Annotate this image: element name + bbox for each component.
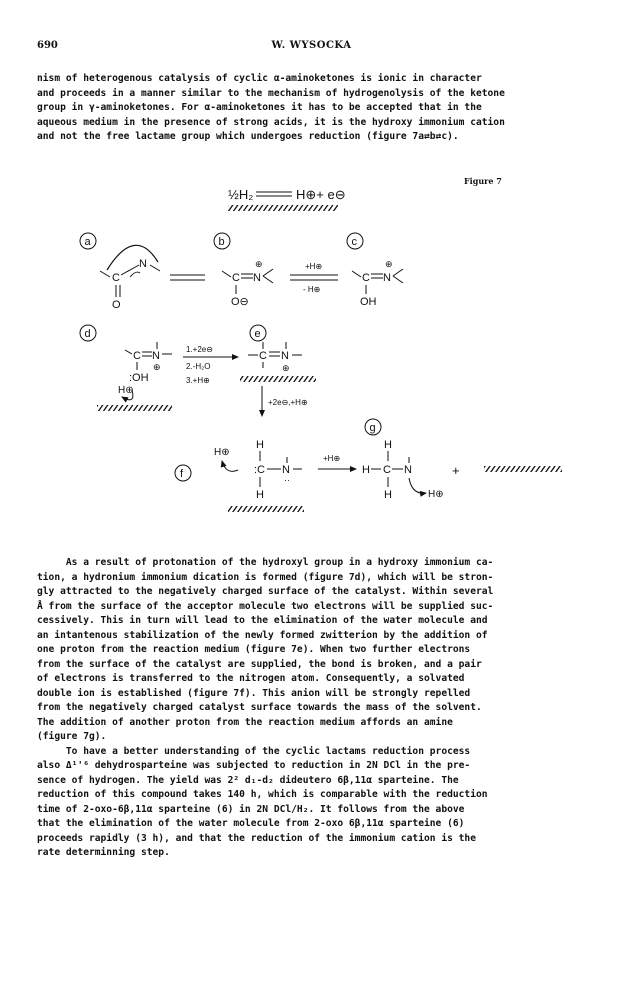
text-line: one proton from the reaction medium (figure 7e). When two further electrons xyxy=(37,644,471,655)
equation-proton-electron: H⊕+ e⊖ xyxy=(296,187,346,202)
running-header-author: W. WYSOCKA xyxy=(271,40,352,51)
text-line: As a result of protonation of the hydroxyl group in a hydroxy immonium ca- xyxy=(37,557,494,568)
text-line: nism of heterogenous catalysis of cyclic α-aminoketones is ionic in character xyxy=(37,73,482,84)
svg-text::OH: :OH xyxy=(129,372,149,384)
text-line: reduction of this compound takes 140 h, which is comparable with the reduction xyxy=(37,789,488,800)
svg-text:N: N xyxy=(253,272,261,284)
equation-half-h2: ½H₂ xyxy=(228,187,254,202)
svg-text:H: H xyxy=(384,439,392,451)
text-line: rate determinning step. xyxy=(37,847,170,858)
text-line: The addition of another proton from the reaction medium affords an amine xyxy=(37,716,453,728)
svg-text:N: N xyxy=(281,350,289,362)
text-line: from the negatively charged catalyst surface towards the mass of the solvent. xyxy=(37,702,482,713)
equilibrium-a-b xyxy=(170,275,205,280)
svg-text:⊕: ⊕ xyxy=(255,259,263,269)
text-line: and proceeds in a manner similar to the mechanism of hydrogenolysis of the ketone xyxy=(37,87,505,99)
arrow-d-to-e xyxy=(183,345,238,385)
svg-text:N: N xyxy=(139,258,147,270)
paragraph-1 xyxy=(37,72,590,145)
svg-text:1.+2e⊖: 1.+2e⊖ xyxy=(186,345,213,354)
panel-label-b: b xyxy=(218,236,225,248)
svg-text:N: N xyxy=(282,464,290,476)
text-line: Å from the surface of the acceptor molecule two electrons will be supplied suc- xyxy=(37,600,494,612)
figure-7-scheme xyxy=(0,165,623,535)
page-number: 690 xyxy=(37,40,58,51)
svg-text:+H⊕: +H⊕ xyxy=(323,454,341,463)
arrow-f-to-g xyxy=(318,454,356,469)
text-line: time of 2-oxo-6β,11α sparteine (6) in 2N DCl/H₂. It follows from the above xyxy=(37,803,465,815)
svg-text:C: C xyxy=(259,350,267,362)
structure-g-amine xyxy=(362,439,562,501)
svg-text:+2e⊖,+H⊕: +2e⊖,+H⊕ xyxy=(268,398,308,407)
svg-text:OH: OH xyxy=(360,296,377,308)
panel-label-g: g xyxy=(369,422,376,434)
text-line: that the elimination of the water molecule from 2-oxo 6β,11α sparteine (6) xyxy=(37,818,465,829)
text-line: and not the free lactame group which undergoes reduction (figure 7a⇄b⇄c). xyxy=(37,131,459,142)
svg-text:C: C xyxy=(362,272,370,284)
text-line: gly attracted to the negatively charged surface of the catalyst. Within several xyxy=(37,586,494,597)
structure-a-lactam xyxy=(100,245,160,311)
text-line: group in γ-aminoketones. For α-aminoketones it has to be accepted that in the xyxy=(37,102,482,113)
paragraph-2 xyxy=(37,556,590,861)
equilibrium-b-c xyxy=(290,262,338,294)
text-line: double ion is established (figure 7f). This anion will be strongly repelled xyxy=(37,687,471,699)
text-line: aqueous medium in the presence of strong acids, it is the hydroxy immonium cation xyxy=(37,116,505,128)
svg-text:N: N xyxy=(152,350,160,362)
svg-text:H: H xyxy=(384,489,392,501)
svg-text:⊕: ⊕ xyxy=(385,259,393,269)
svg-text:N: N xyxy=(404,464,412,476)
structure-b-zwitterion xyxy=(222,259,273,308)
svg-text:H⊕: H⊕ xyxy=(428,489,444,500)
svg-text:H: H xyxy=(256,489,264,501)
svg-text:H⊕: H⊕ xyxy=(118,385,134,396)
svg-text:+: + xyxy=(452,463,460,478)
text-line: tion, a hydronium immonium dication is formed (figure 7d), which will be stron- xyxy=(37,571,494,583)
text-line: from the surface of the catalyst are supplied, the bond is broken, and a pair xyxy=(37,658,482,670)
text-line: cessively. This in turn will lead to the elimination of the water molecule and xyxy=(37,615,488,626)
text-line: also Δ¹'⁶ dehydrosparteine was subjected to reduction in 2N DCl in the pre- xyxy=(37,760,471,771)
svg-text:N: N xyxy=(383,272,391,284)
svg-text:3.+H⊕: 3.+H⊕ xyxy=(186,376,210,385)
text-line: To have a better understanding of the cyclic lactams reduction process xyxy=(37,745,471,757)
svg-text:⊕: ⊕ xyxy=(153,362,161,372)
text-line: sence of hydrogen. The yield was 2² d₁-d₂ dideutero 6β,11α sparteine. The xyxy=(37,774,459,786)
svg-text:H: H xyxy=(256,439,264,451)
svg-text:+H⊕: +H⊕ xyxy=(305,262,323,271)
arrow-e-to-f xyxy=(262,386,308,416)
equilibrium-arrow xyxy=(256,192,292,196)
structure-c-hydroxy-immonium xyxy=(352,259,403,308)
svg-text:O: O xyxy=(112,299,121,311)
panel-label-a: a xyxy=(84,236,91,248)
svg-text::C: :C xyxy=(254,464,265,476)
figure-label: Figure 7 xyxy=(464,176,502,186)
panel-label-c: c xyxy=(351,236,357,248)
structure-d-dication xyxy=(97,342,172,411)
svg-text:C: C xyxy=(133,350,141,362)
svg-text:C: C xyxy=(232,272,240,284)
svg-text:C: C xyxy=(383,464,391,476)
text-line: an intantenous stabilization of the newly formed zwitterion by the addition of xyxy=(37,629,488,641)
panel-label-f: f xyxy=(180,468,184,480)
svg-text:··: ·· xyxy=(284,475,290,485)
svg-text:- H⊕: - H⊕ xyxy=(303,285,321,294)
svg-text:2.-H₂O: 2.-H₂O xyxy=(186,362,211,371)
svg-text:O⊖: O⊖ xyxy=(231,296,249,308)
svg-text:⊕: ⊕ xyxy=(282,363,290,373)
catalyst-surface xyxy=(228,205,338,211)
panel-label-d: d xyxy=(84,328,91,340)
svg-text:H⊕: H⊕ xyxy=(214,447,230,458)
svg-text:C: C xyxy=(112,272,120,284)
structure-e-zwitterion xyxy=(240,342,316,382)
text-line: of electrons is transferred to the nitrogen atom. Consequently, a solvated xyxy=(37,673,465,684)
svg-text:H: H xyxy=(362,464,370,476)
text-line: proceeds rapidly (3 h), and that the reduction of the immonium cation is the xyxy=(37,832,476,844)
text-line: (figure 7g). xyxy=(37,731,107,742)
panel-label-e: e xyxy=(254,328,261,340)
structure-f-double-ion xyxy=(214,439,304,512)
